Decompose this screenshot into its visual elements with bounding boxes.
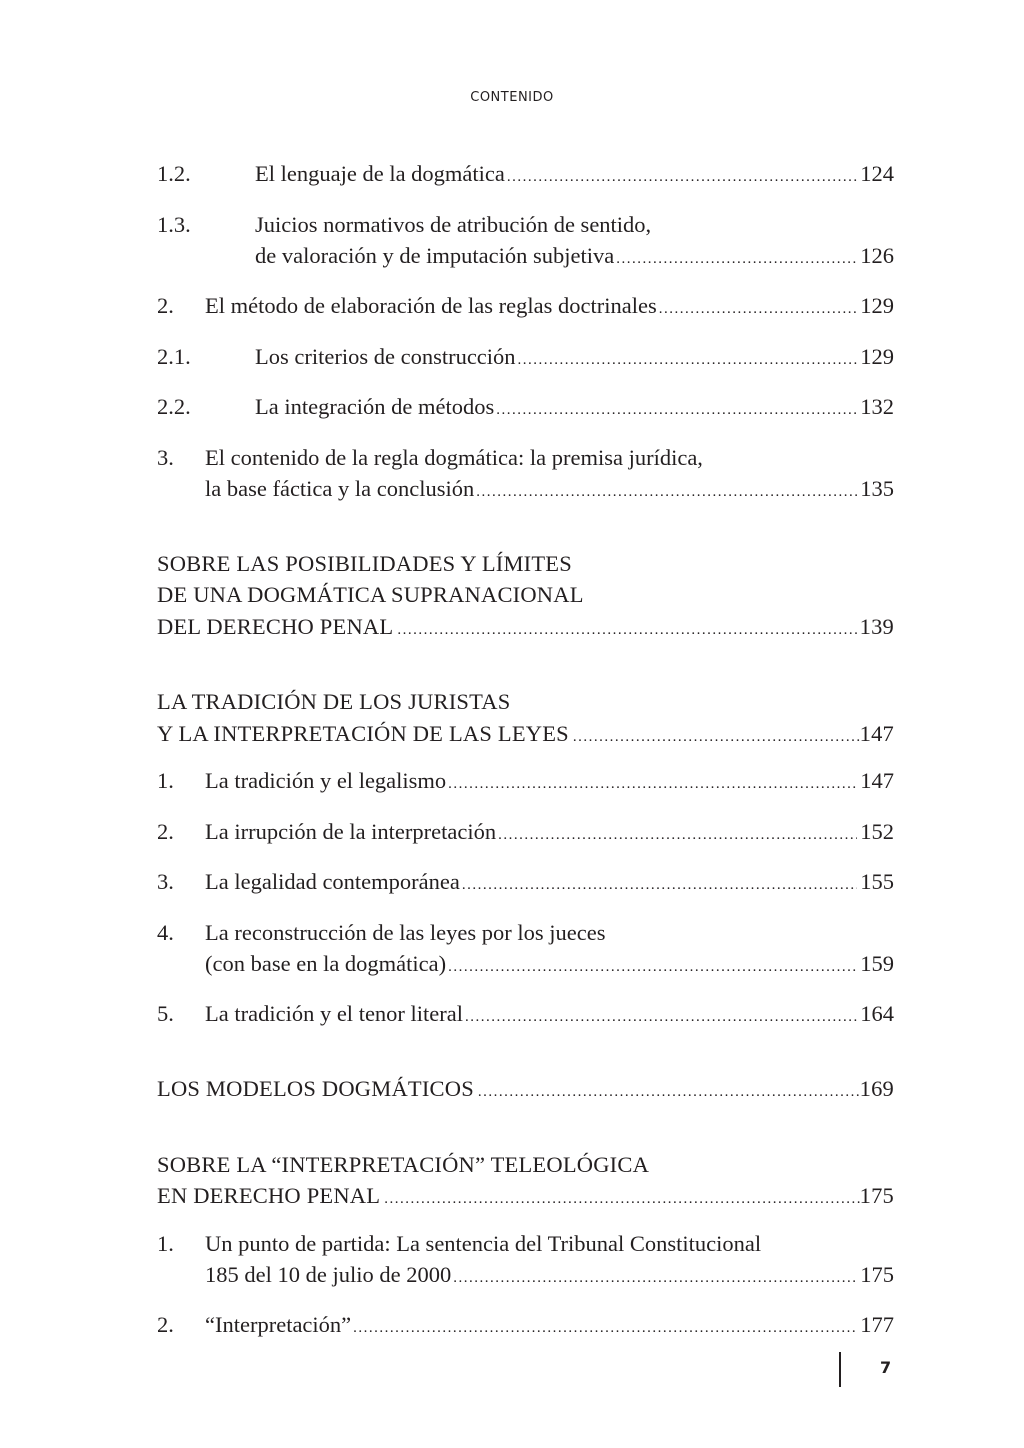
- toc-entry[interactable]: [157, 391, 894, 426]
- dot-leader: [353, 1313, 857, 1344]
- entry-number: 1.: [157, 1230, 174, 1256]
- entry-number: 1.: [157, 768, 174, 793]
- toc-entry[interactable]: [157, 816, 894, 851]
- entry-number: 1.2.: [157, 161, 191, 186]
- toc-entry[interactable]: [157, 1228, 894, 1294]
- entry-title: DEL DERECHO PENAL: [157, 613, 394, 639]
- toc-entry[interactable]: [157, 1309, 894, 1344]
- entry-title: La reconstrucción de las leyes por los jueces: [205, 919, 606, 945]
- entry-title: “Interpretación”: [205, 1312, 352, 1337]
- page-number: 7: [880, 1358, 892, 1377]
- toc-entry[interactable]: [157, 765, 894, 800]
- toc-part-entry[interactable]: [157, 1073, 894, 1109]
- dot-leader: [616, 244, 857, 275]
- entry-title: La legalidad contemporánea: [205, 869, 460, 894]
- entry-title: La tradición y el tenor literal: [205, 1001, 464, 1026]
- entry-page-number: 132: [860, 394, 894, 419]
- entry-page-number: 147: [860, 768, 894, 793]
- entry-title: DE UNA DOGMÁTICA SUPRANACIONAL: [157, 582, 584, 607]
- dot-leader: [573, 722, 860, 754]
- dot-leader: [518, 345, 858, 376]
- entry-page-number: 175: [860, 1261, 894, 1287]
- entry-page-number: 139: [859, 613, 894, 639]
- entry-title: El método de elaboración de las reglas doctrinales: [205, 293, 657, 318]
- toc-entry[interactable]: [157, 341, 894, 376]
- dot-leader: [498, 820, 857, 851]
- entry-page-number: 155: [860, 869, 894, 894]
- dot-leader: [507, 162, 857, 193]
- toc-entry[interactable]: [157, 290, 894, 325]
- entry-title: 185 del 10 de julio de 2000: [205, 1261, 452, 1287]
- entry-number: 2.: [157, 293, 174, 318]
- entry-page-number: 159: [860, 950, 894, 976]
- dot-leader: [476, 477, 857, 508]
- entry-page-number: 129: [860, 293, 894, 318]
- dot-leader: [496, 395, 857, 426]
- entry-title: SOBRE LAS POSIBILIDADES Y LÍMITES: [157, 550, 572, 576]
- entry-page-number: 177: [860, 1312, 894, 1337]
- toc-entry[interactable]: [157, 998, 894, 1033]
- toc-part-entry[interactable]: [157, 1149, 894, 1216]
- entry-number: 2.: [157, 818, 174, 844]
- dot-leader: [384, 1184, 859, 1216]
- entry-title: la base fáctica y la conclusión: [205, 475, 475, 501]
- entry-title: Los criterios de construcción: [255, 343, 516, 369]
- toc-entry[interactable]: [157, 866, 894, 901]
- dot-leader: [448, 952, 857, 983]
- dot-leader: [397, 615, 859, 647]
- entry-page-number: 152: [860, 818, 894, 844]
- toc-entry[interactable]: [157, 158, 894, 193]
- entry-title: Juicios normativos de atribución de sentido,: [255, 211, 652, 237]
- entry-page-number: 129: [860, 343, 894, 369]
- toc-part-entry[interactable]: [157, 548, 894, 647]
- entry-title: Un punto de partida: La sentencia del Tribunal Constitucional: [205, 1230, 762, 1256]
- dot-leader: [462, 870, 857, 901]
- entry-title: LA TRADICIÓN DE LOS JURISTAS: [157, 689, 511, 714]
- entry-number: 4.: [157, 919, 174, 945]
- entry-title: de valoración y de imputación subjetiva: [255, 242, 615, 268]
- entry-page-number: 135: [860, 475, 894, 501]
- toc-entry[interactable]: [157, 917, 894, 983]
- toc-entry[interactable]: [157, 209, 894, 275]
- entry-number: 3.: [157, 869, 174, 894]
- entry-number: 2.1.: [157, 343, 191, 369]
- entry-title: El lenguaje de la dogmática: [255, 161, 505, 186]
- entry-number: 2.: [157, 1312, 174, 1337]
- entry-title: EN DERECHO PENAL: [157, 1183, 381, 1208]
- entry-number: 3.: [157, 444, 174, 470]
- dot-leader: [448, 769, 857, 800]
- entry-title: (con base en la dogmática): [205, 950, 447, 976]
- toc-entry[interactable]: [157, 442, 894, 508]
- entry-title: La tradición y el legalismo: [205, 768, 447, 793]
- entry-title: El contenido de la regla dogmática: la premisa jurídica,: [205, 444, 703, 470]
- entry-page-number: 164: [860, 1001, 894, 1026]
- entry-page-number: 147: [859, 720, 894, 746]
- footer-rule: [839, 1352, 841, 1387]
- dot-leader: [478, 1077, 860, 1109]
- entry-page-number: 126: [860, 242, 894, 268]
- entry-page-number: 169: [859, 1076, 894, 1101]
- toc-part-entry[interactable]: [157, 686, 894, 753]
- entry-title: La integración de métodos: [255, 394, 495, 419]
- entry-page-number: 175: [859, 1183, 894, 1208]
- entry-number: 1.3.: [157, 211, 191, 237]
- entry-title: LOS MODELOS DOGMÁTICOS: [157, 1076, 474, 1101]
- table-of-contents: [157, 158, 894, 1360]
- entry-page-number: 124: [860, 161, 894, 186]
- entry-title: La irrupción de la interpretación: [205, 818, 497, 844]
- entry-number: 2.2.: [157, 394, 191, 419]
- dot-leader: [659, 294, 858, 325]
- entry-title: SOBRE LA “INTERPRETACIÓN” TELEOLÓGICA: [157, 1151, 650, 1177]
- dot-leader: [465, 1002, 857, 1033]
- dot-leader: [453, 1263, 857, 1294]
- entry-number: 5.: [157, 1001, 174, 1026]
- entry-title: Y LA INTERPRETACIÓN DE LAS LEYES: [157, 720, 569, 746]
- running-head: CONTENIDO: [470, 90, 554, 105]
